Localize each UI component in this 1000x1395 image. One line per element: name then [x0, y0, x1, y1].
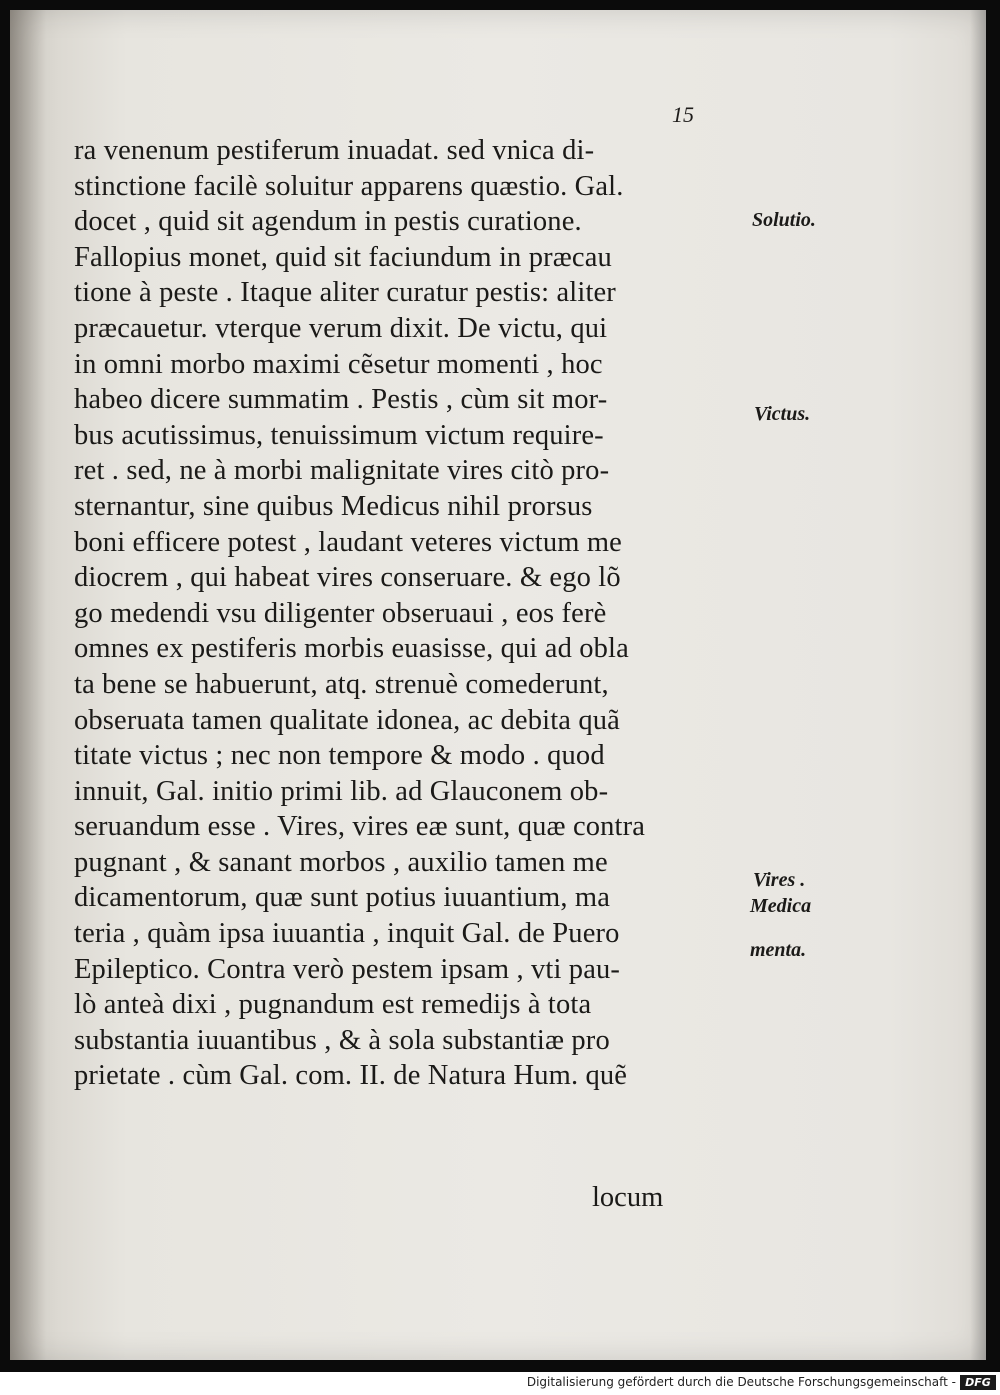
marginal-note-solutio: Solutio. [752, 209, 816, 231]
body-text [74, 133, 734, 1094]
text-line: omnes ex pestiferis morbis euasisse, qui ad obla [74, 633, 629, 665]
text-line: Epileptico. Contra verò pestem ipsam , vti pau- [74, 953, 621, 985]
marginal-note-vires: Vires . [753, 869, 806, 891]
text-line: lò anteà dixi , pugnandum est remedijs à tota [74, 989, 592, 1021]
marginal-note-medica: Medica [750, 895, 812, 917]
text-line: titate victus ; nec non tempore & modo . quod [74, 740, 605, 772]
text-line: seruandum esse . Vires, vires eæ sunt, quæ contra [74, 811, 646, 843]
text-line: ret . sed, ne à morbi malignitate vires citò pro- [74, 455, 610, 487]
text-line: Fallopius monet, quid sit faciundum in præcau [74, 241, 612, 273]
text-line: ra venenum pestiferum inuadat. sed vnica di- [74, 135, 595, 166]
dfg-logo[interactable]: DFG [960, 1375, 996, 1390]
text-line: bus acutissimus, tenuissimum victum require- [74, 419, 604, 451]
page-number: 15 [672, 102, 694, 127]
text-line: go medendi vsu diligenter obseruaui , eos ferè [74, 597, 607, 629]
gutter-shadow [10, 10, 46, 1360]
text-line: dicamentorum, quæ sunt potius iuuantium, ma [74, 882, 611, 914]
text-line: boni efficere potest , laudant veteres victum me [74, 526, 622, 558]
text-line: diocrem , qui habeat vires conseruare. & ego lõ [74, 562, 621, 594]
marginal-note-menta: menta. [750, 939, 807, 961]
book-page [10, 10, 986, 1360]
funding-credit: Digitalisierung gefördert durch die Deutsche Forschungsgemeinschaft - [526, 1375, 956, 1389]
marginal-note-victus: Victus. [754, 403, 811, 425]
text-line: prietate . cùm Gal. com. II. de Natura Hum. quẽ [74, 1060, 628, 1092]
catchword: locum [592, 1182, 664, 1213]
text-line: præcauetur. vterque verum dixit. De victu, qui [74, 312, 608, 344]
text-line: stinctione facilè soluitur apparens quæstio. Gal. [74, 170, 624, 202]
footer-bar [0, 1372, 1000, 1395]
text-line: sternantur, sine quibus Medicus nihil prorsus [74, 490, 593, 522]
text-line: pugnant , & sanant morbos , auxilio tamen me [74, 846, 608, 878]
text-line: docet , quid sit agendum in pestis curatione. [74, 206, 582, 238]
text-line: substantia iuuantibus , & à sola substantiæ pro [74, 1024, 610, 1056]
text-line: obseruata tamen qualitate idonea, ac debita quã [74, 704, 620, 736]
text-line: ta bene se habuerunt, atq. strenuè comederunt, [74, 668, 609, 700]
text-line: habeo dicere summatim . Pestis , cùm sit mor- [74, 384, 608, 416]
text-line: teria , quàm ipsa iuuantia , inquit Gal. de Puero [74, 918, 620, 950]
text-line: tione à peste . Itaque aliter curatur pestis: aliter [74, 277, 616, 309]
page-edge [970, 10, 986, 1360]
text-line: in omni morbo maximi cẽsetur momenti , hoc [74, 348, 603, 380]
text-line: innuit, Gal. initio primi lib. ad Glauconem ob- [74, 775, 609, 807]
